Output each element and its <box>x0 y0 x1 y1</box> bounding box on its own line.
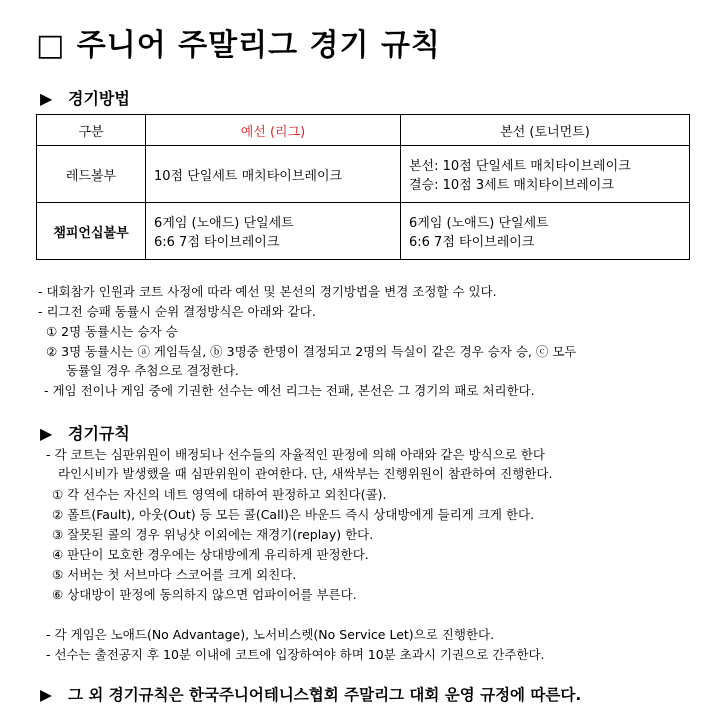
table-cell-prelim <box>146 203 401 260</box>
table-header-row <box>37 115 690 146</box>
method-note: - 대회참가 인원과 코트 사정에 따라 예선 및 본선의 경기방법을 변경 조정할 수 있다. <box>38 284 497 299</box>
section-heading-method <box>40 86 130 109</box>
cell-line: 6:6 7점 타이브레이크 <box>154 235 280 250</box>
table-header-prelim: 예선 (리그) <box>146 115 401 146</box>
rule-note: ③ 잘못된 콜의 경우 위닝샷 이외에는 재경기(replay) 한다. <box>52 527 374 542</box>
table-row <box>37 203 690 260</box>
closing-rule <box>40 683 581 705</box>
extra-note: - 각 게임은 노애드(No Advantage), 노서비스렛(No Service Let)으로 진행한다. <box>46 627 495 642</box>
rule-note: 라인시비가 발생했을 때 심판위원이 관여한다. 단, 새싹부는 진행위원이 참관하여 진행한다. <box>58 466 553 481</box>
table-cell-main <box>401 203 690 260</box>
method-note: ② 3명 동률시는 ⓐ 게임득실, ⓑ 3명중 한명이 결정되고 2명의 득실이 같은 경우 승자 승, ⓒ 모두 <box>46 344 577 359</box>
method-note: - 게임 전이나 게임 중에 기권한 선수는 예선 리그는 전패, 본선은 그 경기의 패로 처리한다. <box>44 383 535 398</box>
triangle-right-icon: ▶ <box>40 89 53 108</box>
triangle-right-icon: ▶ <box>40 424 53 443</box>
section-heading-label: 경기방법 <box>68 89 130 108</box>
cell-line: 본선: 10점 단일세트 매치타이브레이크 <box>409 159 631 174</box>
cell-line: 6게임 (노애드) 단일세트 <box>154 216 294 231</box>
table-cell-main <box>401 146 690 203</box>
section-heading-rules <box>40 421 130 444</box>
cell-line: 결승: 10점 3세트 매치타이브레이크 <box>409 178 614 193</box>
table-header-category: 구분 <box>37 115 146 146</box>
rule-note: - 각 코트는 심판위원이 배정되나 선수들의 자율적인 판정에 의해 아래와 같은 방식으로 한다 <box>46 447 545 462</box>
rule-note: ⑤ 서버는 첫 서브마다 스코어를 크게 외친다. <box>52 567 297 582</box>
cell-line: 10점 단일세트 매치타이브레이크 <box>154 168 343 184</box>
section-heading-label: 경기규칙 <box>68 424 130 443</box>
rule-note: ① 각 선수는 자신의 네트 영역에 대하여 판정하고 외친다(콜). <box>52 487 387 502</box>
table-cell-division: 챔피언십볼부 <box>37 203 146 260</box>
rule-note: ④ 판단이 모호한 경우에는 상대방에게 유리하게 판정한다. <box>52 547 369 562</box>
page-title: □ 주니어 주말리그 경기 규칙 <box>36 28 441 63</box>
triangle-right-icon: ▶ <box>40 686 52 704</box>
table-header-main: 본선 (토너먼트) <box>401 115 690 146</box>
rule-note: ② 폴트(Fault), 아웃(Out) 등 모든 콜(Call)은 바운드 즉시 상대방에게 들리게 크게 한다. <box>52 507 535 522</box>
table-cell-prelim <box>146 146 401 203</box>
closing-rule-text: 그 외 경기규칙은 한국주니어테니스협회 주말리그 대회 운영 규정에 따른다. <box>68 686 582 704</box>
method-note: - 리그전 승패 동률시 순위 결정방식은 아래와 같다. <box>38 304 316 319</box>
method-note: ① 2명 동률시는 승자 승 <box>46 324 178 339</box>
table-row <box>37 146 690 203</box>
table-cell-division: 레드볼부 <box>37 146 146 203</box>
method-note: 동률일 경우 추첨으로 결정한다. <box>66 363 239 378</box>
extra-note: - 선수는 출전공지 후 10분 이내에 코트에 입장하여야 하며 10분 초과시 기권으로 간주한다. <box>46 647 545 662</box>
cell-line: 6:6 7점 타이브레이크 <box>409 235 535 250</box>
competition-format-table <box>36 114 690 260</box>
rule-note: ⑥ 상대방이 판정에 동의하지 않으면 엄파이어를 부른다. <box>52 587 357 602</box>
cell-line: 6게임 (노애드) 단일세트 <box>409 216 549 231</box>
